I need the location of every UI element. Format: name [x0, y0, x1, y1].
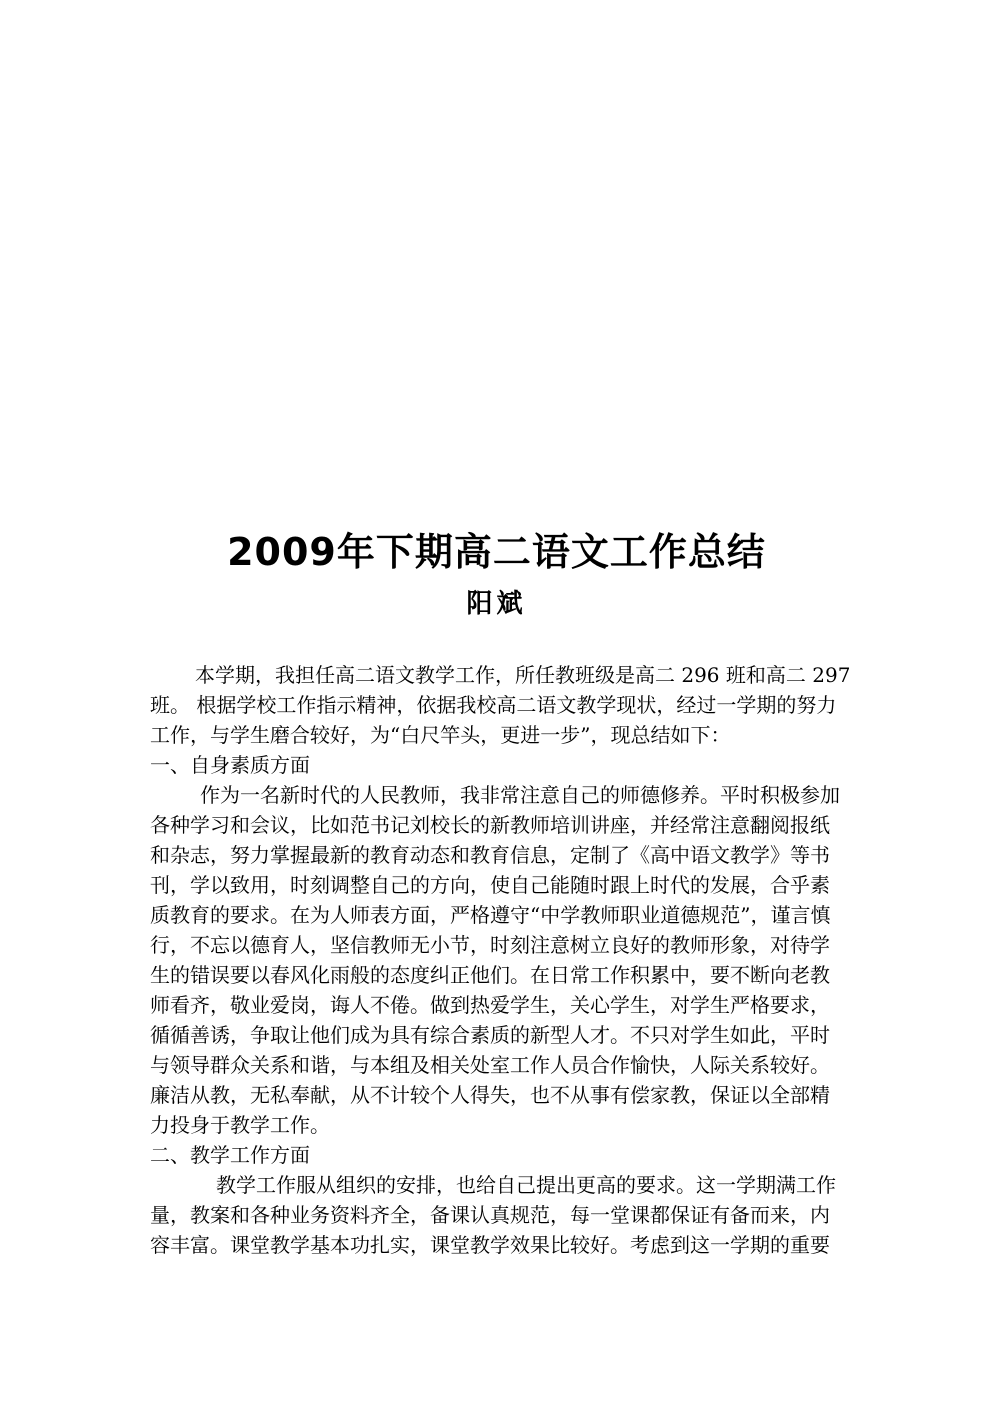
paragraph-line: 行，不忘以德育人，坚信教师无小节，时刻注意树立良好的教师形象，对待学	[150, 933, 830, 957]
paragraph-line: 刊，学以致用，时刻调整自己的方向，使自己能随时跟上时代的发展，合乎素	[150, 873, 830, 897]
paragraph-line: 量，教案和各种业务资料齐全，备课认真规范，每一堂课都保证有备而来，内	[150, 1203, 830, 1227]
paragraph-line: 与领导群众关系和谐，与本组及相关处室工作人员合作愉快，人际关系较好。	[150, 1053, 830, 1077]
paragraph-line: 本学期，我担任高二语文教学工作，所任教班级是高二 296 班和高二 297	[195, 663, 850, 687]
document-body	[150, 660, 850, 1260]
paragraph-line: 工作，与学生磨合较好，为“白尺竿头，更进一步”，现总结如下：	[150, 723, 731, 747]
paragraph-line: 班。 根据学校工作指示精神，依据我校高二语文教学现状，经过一学期的努力	[150, 693, 837, 717]
paragraph-line: 作为一名新时代的人民教师，我非常注意自己的师德修养。平时积极参加	[200, 783, 840, 807]
paragraph-line: 力投身于教学工作。	[150, 1113, 330, 1137]
section-heading: 二、教学工作方面	[150, 1143, 310, 1167]
paragraph-line: 质教育的要求。在为人师表方面，严格遵守“中学教师职业道德规范”，谨言慎	[150, 903, 831, 927]
paragraph-line: 生的错误要以春风化雨般的态度纠正他们。在日常工作积累中，要不断向老教	[150, 963, 830, 987]
paragraph-line: 容丰富。课堂教学基本功扎实，课堂教学效果比较好。考虑到这一学期的重要	[150, 1233, 830, 1257]
section-heading: 一、自身素质方面	[150, 753, 310, 777]
document-title: 2009年下期高二语文工作总结	[227, 530, 766, 574]
paragraph-line: 和杂志，努力掌握最新的教育动态和教育信息，定制了《高中语文教学》等书	[150, 843, 830, 867]
paragraph-line: 教学工作服从组织的安排，也给自己提出更高的要求。这一学期满工作	[216, 1173, 836, 1197]
paragraph-line: 各种学习和会议，比如范书记刘校长的新教师培训讲座，并经常注意翻阅报纸	[150, 813, 830, 837]
paragraph-line: 循循善诱，争取让他们成为具有综合素质的新型人才。不只对学生如此，平时	[150, 1023, 830, 1047]
paragraph-line: 师看齐，敬业爱岗，诲人不倦。做到热爱学生，关心学生，对学生严格要求，	[150, 993, 830, 1017]
document-author: 阳斌	[466, 589, 527, 619]
paragraph-line: 廉洁从教，无私奉献，从不计较个人得失，也不从事有偿家教，保证以全部精	[150, 1083, 830, 1107]
